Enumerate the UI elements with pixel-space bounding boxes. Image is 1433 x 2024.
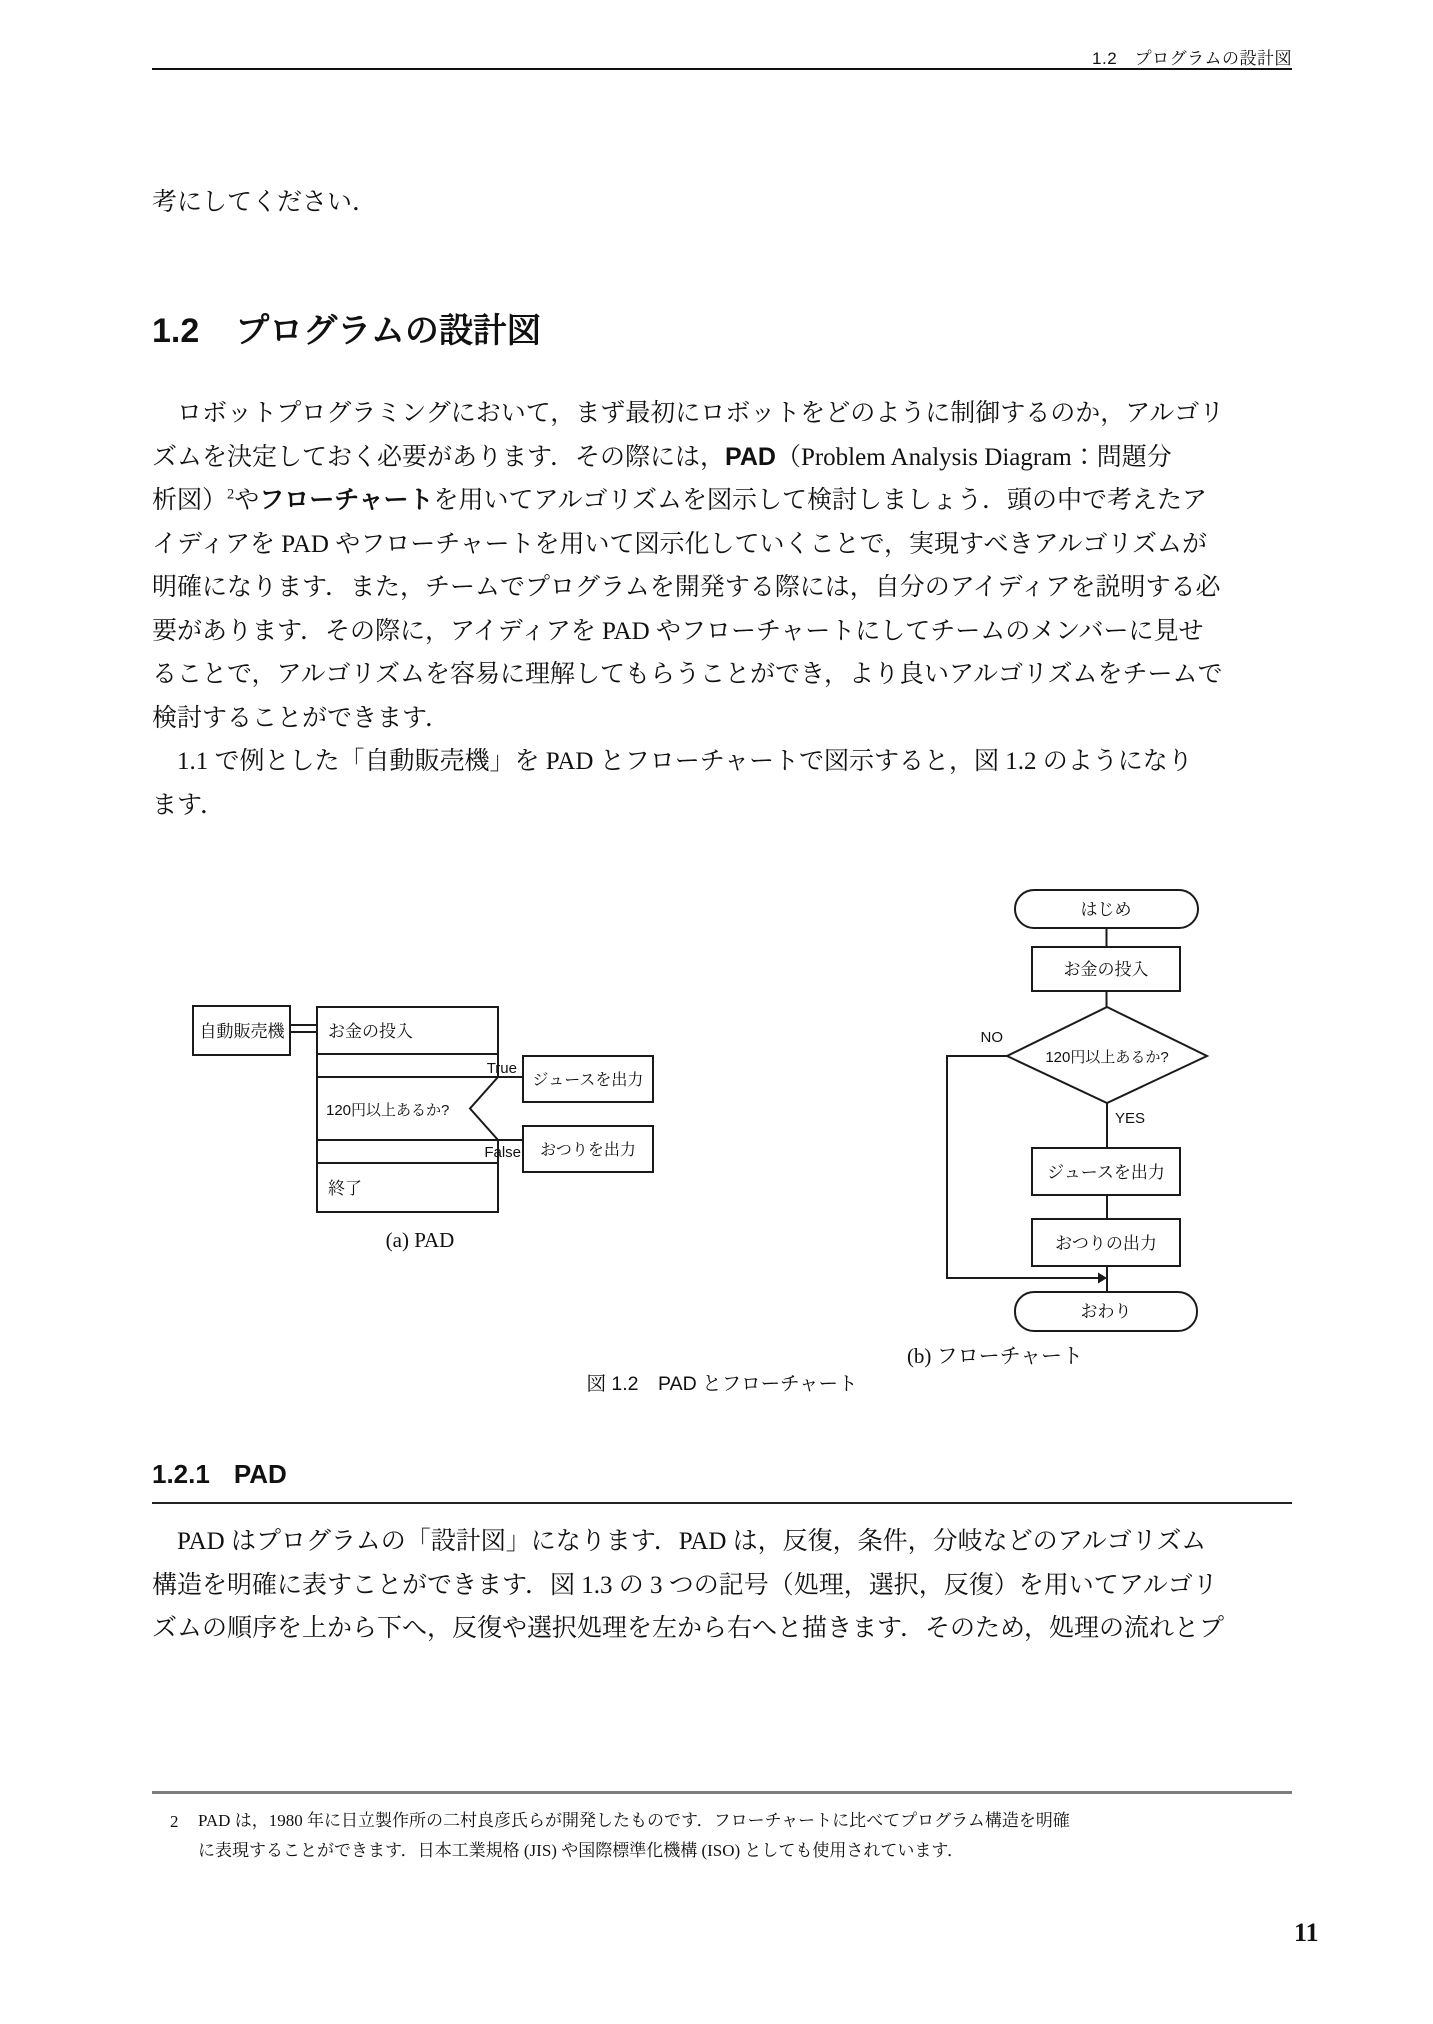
footnote-line: に表現することができます．日本工業規格 (JIS) や国際標準化機構 (ISO) としても使用されています． xyxy=(198,1840,965,1860)
section-title: プログラムの設計図 xyxy=(235,312,541,350)
text-segment: 検討することができます． xyxy=(152,704,451,732)
text-line xyxy=(152,740,1298,784)
text-segment: （Problem Analysis Diagram：問題分 xyxy=(775,443,1172,471)
text-segment: ズムの順序を上から下へ，反復や選択処理を左から右へと描きます．そのため，処理の流れとプ xyxy=(152,1615,1225,1642)
subsection-rule xyxy=(152,1502,1292,1504)
footnote-text xyxy=(198,1806,1298,1865)
pad-change-label: おつりを出力 xyxy=(540,1142,636,1159)
text-line xyxy=(152,1607,1298,1651)
text-segment: を用いてアルゴリズムを図示して検討しましょう．頭の中で考えたア xyxy=(433,487,1208,514)
pad-true-label: True xyxy=(486,1060,517,1077)
flow-change-label: おつりの出力 xyxy=(1055,1234,1157,1253)
subsection-heading xyxy=(152,1459,287,1490)
text-segment: ズムを決定しておく必要があります．その際には， xyxy=(152,443,726,471)
text-line xyxy=(152,392,1298,436)
bold-term: フローチャート xyxy=(259,486,434,514)
flow-merge-arrowhead xyxy=(1098,1273,1107,1284)
pad-root-label: 自動販売機 xyxy=(199,1022,285,1041)
paragraph-1 xyxy=(152,392,1298,827)
pad-false-label: False xyxy=(484,1144,521,1161)
flow-end-label: おわり xyxy=(1080,1302,1132,1321)
text-line xyxy=(152,697,1298,741)
text-line xyxy=(152,610,1298,654)
text-line xyxy=(152,1520,1298,1564)
pad-caption: (a) PAD xyxy=(385,1228,455,1252)
pad-diagram xyxy=(150,985,690,1225)
text-segment: 1.1 で例とした「自動販売機」を PAD とフローチャートで図示すると，図 1.2 のようになり xyxy=(177,748,1193,775)
bold-term: PAD xyxy=(725,442,776,471)
text-segment: 構造を明確に表すことができます．図 1.3 の 3 つの記号（処理，選択，反復）を用いてアルゴリ xyxy=(152,1571,1218,1599)
header-rule xyxy=(152,68,1292,70)
flow-yes-label: YES xyxy=(1115,1110,1146,1127)
section-heading xyxy=(152,303,541,352)
flowchart-caption: (b) フローチャート xyxy=(906,1344,1084,1368)
subsection-title: PAD xyxy=(233,1459,287,1489)
text-segment: PAD はプログラムの「設計図」になります．PAD は，反復，条件，分岐などのアルゴリズム xyxy=(177,1528,1207,1555)
pad-juice-label: ジュースを出力 xyxy=(532,1072,644,1089)
text-line xyxy=(152,479,1298,523)
footnote-line: PAD は，1980 年に日立製作所の二村良彦氏らが開発したものです．フローチャートに比べてプログラム構造を明確 xyxy=(198,1811,1070,1830)
text-segment: 要があります．その際に，アイディアを PAD やフローチャートにしてチームのメンバーに見せ xyxy=(152,617,1204,645)
running-head: 1.2 プログラムの設計図 xyxy=(1092,49,1292,68)
text-segment: ます． xyxy=(152,791,226,819)
text-segment: 明確になります．また，チームでプログラムを開発する際には，自分のアイディアを説明する必 xyxy=(152,574,1221,601)
pad-input-label: お金の投入 xyxy=(328,1022,413,1041)
pad-condition-label: 120円以上あるか? xyxy=(326,1102,450,1119)
text-segment: イディアを PAD やフローチャートを用いて図示化していくことで，実現すべきアルゴリズムが xyxy=(152,530,1207,558)
flow-input-label: お金の投入 xyxy=(1063,960,1149,979)
page-number: 11 xyxy=(1294,1918,1319,1947)
footnote-rule xyxy=(152,1791,1292,1794)
text-line xyxy=(152,436,1298,480)
text-segment: 析図） xyxy=(152,487,228,514)
intro-line: 考にしてください． xyxy=(152,189,378,216)
footnote-ref: 2 xyxy=(227,486,235,503)
text-line xyxy=(152,566,1298,610)
flowchart-diagram xyxy=(930,882,1230,1352)
text-segment: ることで，アルゴリズムを容易に理解してもらうことができ，より良いアルゴリズムをチームで xyxy=(152,661,1223,688)
text-segment: ロボットプログラミングにおいて，まず最初にロボットをどのように制御するのか，アルゴリ xyxy=(177,400,1225,427)
flow-condition-label: 120円以上あるか? xyxy=(1045,1049,1169,1066)
section-number: 1.2 xyxy=(152,312,200,350)
flow-juice-label: ジュースを出力 xyxy=(1047,1163,1165,1182)
footnote-marker: 2 xyxy=(170,1812,179,1831)
text-line xyxy=(152,653,1298,697)
figure-caption: 図 1.2 PAD とフローチャート xyxy=(586,1373,858,1395)
flow-no-label: NO xyxy=(980,1029,1003,1046)
text-segment: や xyxy=(234,487,260,514)
pad-end-label: 終了 xyxy=(328,1179,362,1198)
subsection-number: 1.2.1 xyxy=(152,1459,210,1489)
text-line xyxy=(152,523,1298,567)
flow-start-label: はじめ xyxy=(1080,900,1132,919)
paragraph-2 xyxy=(152,1520,1298,1651)
text-line xyxy=(152,1564,1298,1608)
text-line xyxy=(152,784,1298,828)
